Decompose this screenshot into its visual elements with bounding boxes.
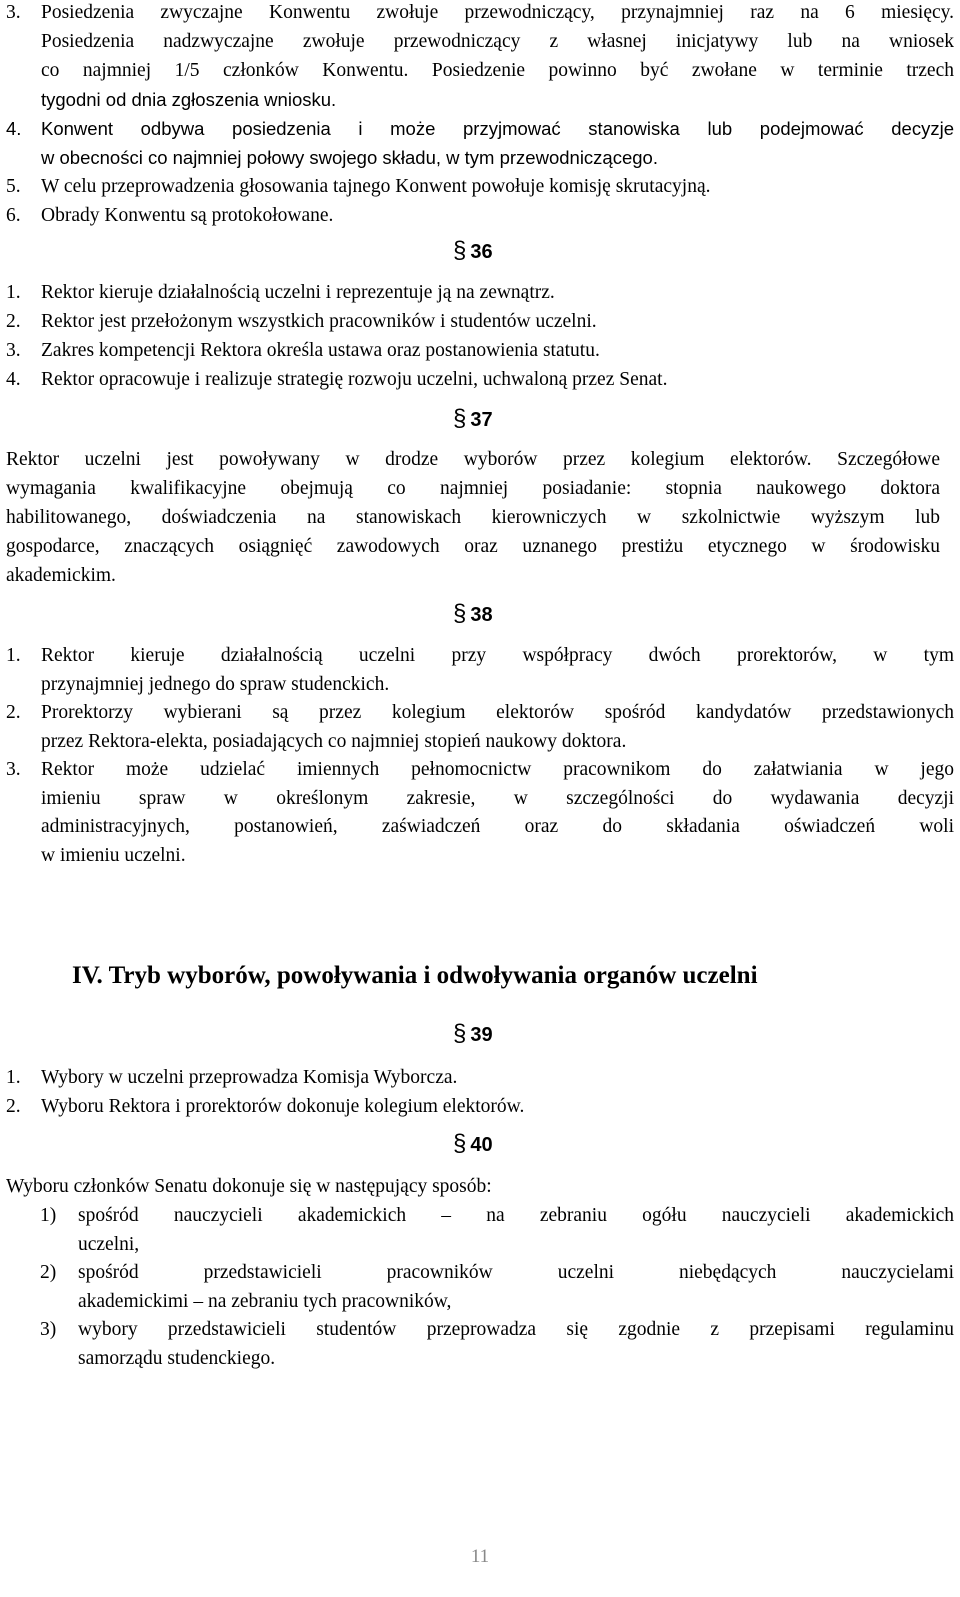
- page-number: 11: [470, 1546, 490, 1567]
- paragraph-heading-39: § 39: [453, 1020, 493, 1047]
- section-symbol: §: [453, 1020, 467, 1047]
- paragraph-heading-38: § 38: [453, 600, 493, 627]
- body-line: akademickim.: [6, 565, 116, 586]
- section-symbol: §: [453, 237, 467, 264]
- section-symbol: §: [453, 1130, 467, 1157]
- paragraph-heading-36: § 36: [453, 237, 493, 264]
- paragraph-heading-37: § 37: [453, 405, 493, 432]
- body-line: habilitowanego, doświadczenia na stanowiskach kierowniczych w szkolnictwie wyższym lub: [6, 507, 940, 528]
- section-symbol: §: [453, 405, 467, 432]
- paragraph-40-intro: Wyboru członków Senatu dokonuje się w następujący sposób:: [6, 1176, 492, 1197]
- body-line: wymagania kwalifikacyjne obejmują co najmniej posiadanie: stopnia naukowego doktora: [6, 478, 940, 499]
- section-title: IV. Tryb wyborów, powoływania i odwoływania organów uczelni: [72, 962, 758, 989]
- body-line: gospodarce, znaczących osiągnięć zawodowych oraz uznanego prestiżu etycznego w środowisku: [6, 536, 940, 557]
- body-line: Rektor uczelni jest powoływany w drodze wyborów przez kolegium elektorów. Szczegółowe: [6, 449, 940, 470]
- paragraph-heading-40: § 40: [453, 1130, 493, 1157]
- section-symbol: §: [453, 600, 467, 627]
